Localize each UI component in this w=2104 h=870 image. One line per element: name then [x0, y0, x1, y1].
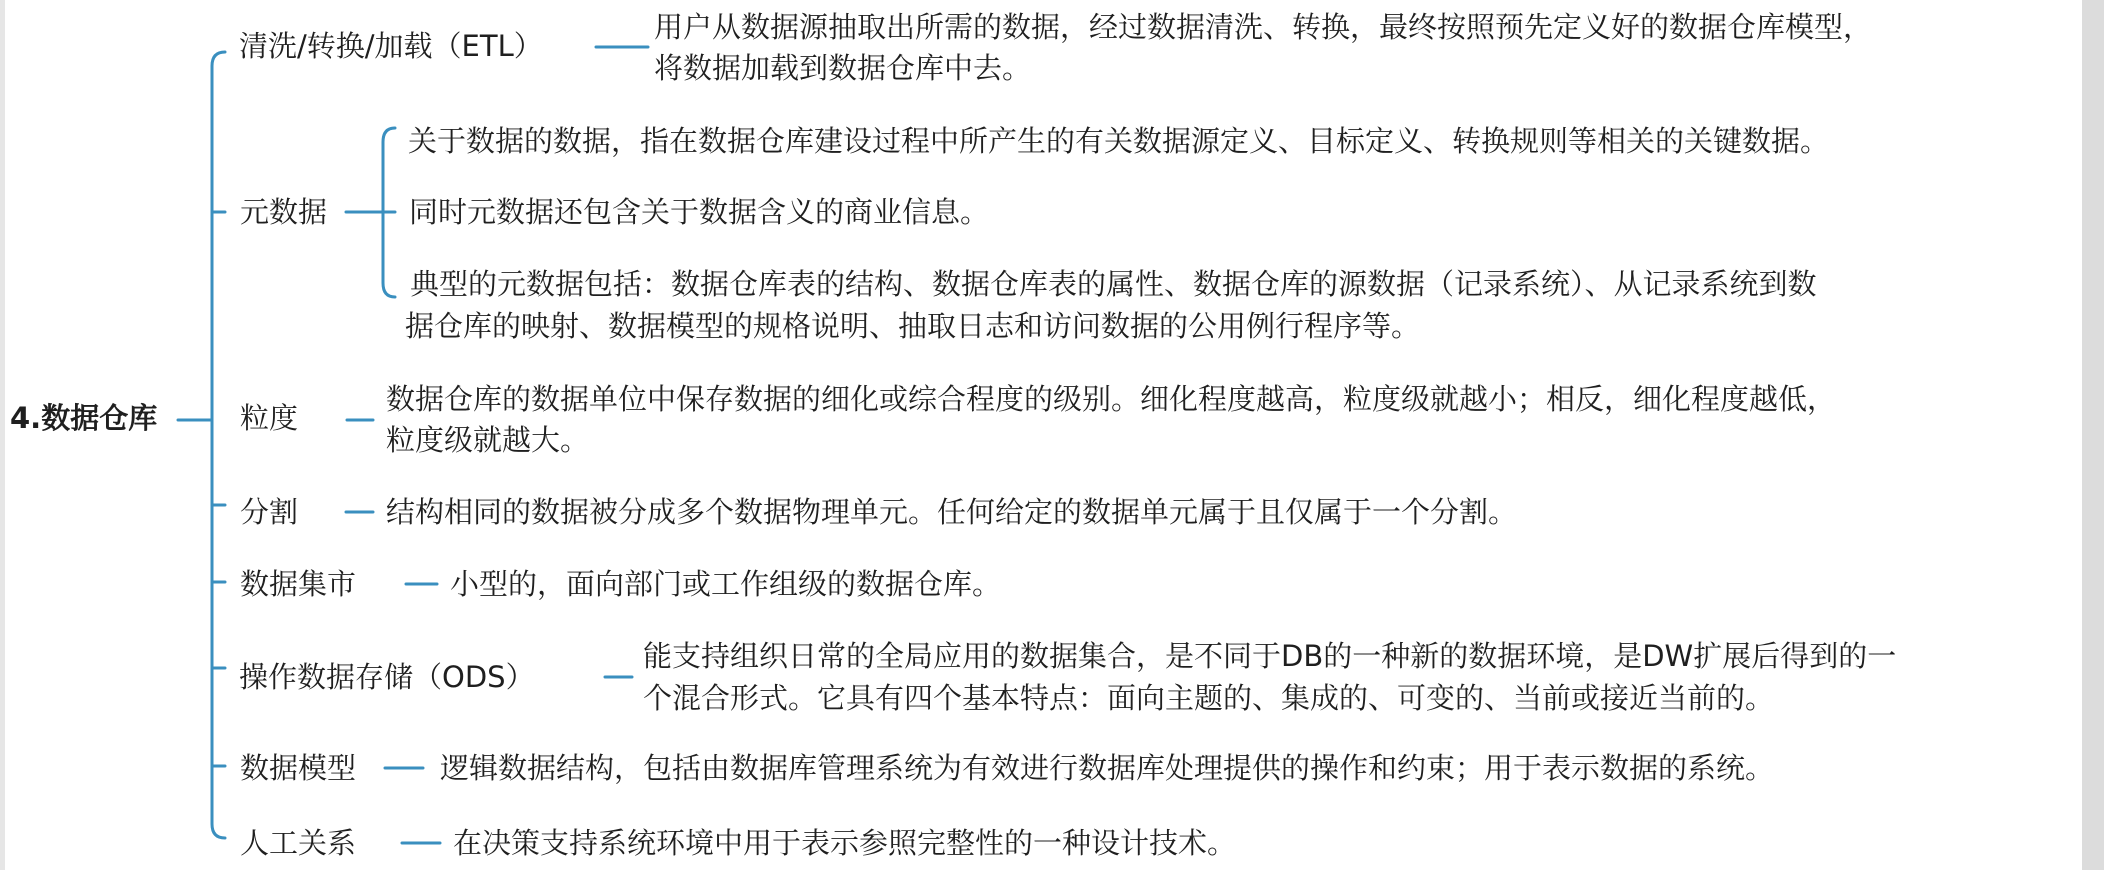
- branch-granularity: 粒度: [240, 401, 299, 435]
- etl-desc-line-1: 用户从数据源抽取出所需的数据，经过数据清洗、转换，最终按照预先定义好的数据仓库模型，: [654, 10, 1873, 44]
- etl-desc-line-2: 将数据加载到数据仓库中去。: [654, 51, 1032, 85]
- ods-desc-line-1: 能支持组织日常的全局应用的数据集合，是不同于DB的一种新的数据环境，是DW扩展后得到的一: [643, 639, 1897, 673]
- metadata-item-2: 同时元数据还包含关于数据含义的商业信息。: [409, 195, 990, 229]
- branch-ods: 操作数据存储（ODS）: [239, 660, 535, 694]
- metadata-item-3-line-1: 典型的元数据包括：数据仓库表的结构、数据仓库表的属性、数据仓库的源数据（记录系统）、从记录系统到数: [410, 267, 1817, 301]
- datamodel-desc: 逻辑数据结构，包括由数据库管理系统为有效进行数据库处理提供的操作和约束；用于表示数据的系统。: [440, 751, 1775, 785]
- partition-desc: 结构相同的数据被分成多个数据物理单元。任何给定的数据单元属于且仅属于一个分割。: [386, 495, 1518, 529]
- metadata-item-3-line-2: 据仓库的映射、数据模型的规格说明、抽取日志和访问数据的公用例行程序等。: [405, 309, 1421, 343]
- branch-datamart: 数据集市: [240, 567, 357, 601]
- artificial-relation-desc: 在决策支持系统环境中用于表示参照完整性的一种设计技术。: [453, 826, 1237, 860]
- branch-partition: 分割: [240, 495, 299, 529]
- granularity-desc-line-1: 数据仓库的数据单位中保存数据的细化或综合程度的级别。细化程度越高，粒度级就越小；相反，细化程度越低，: [386, 382, 1837, 416]
- branch-artificial-relation: 人工关系: [240, 826, 357, 860]
- branch-metadata: 元数据: [240, 195, 328, 229]
- ods-desc-line-2: 个混合形式。它具有四个基本特点：面向主题的、集成的、可变的、当前或接近当前的。: [643, 681, 1775, 715]
- branch-datamodel: 数据模型: [240, 751, 357, 785]
- granularity-desc-line-2: 粒度级就越大。: [386, 423, 590, 457]
- root-node: 4.数据仓库: [10, 401, 158, 435]
- metadata-item-1: 关于数据的数据，指在数据仓库建设过程中所产生的有关数据源定义、目标定义、转换规则等相关的关键数据。: [408, 124, 1830, 158]
- branch-etl: 清洗/转换/加载（ETL）: [239, 29, 543, 63]
- datamart-desc: 小型的，面向部门或工作组级的数据仓库。: [450, 567, 1002, 601]
